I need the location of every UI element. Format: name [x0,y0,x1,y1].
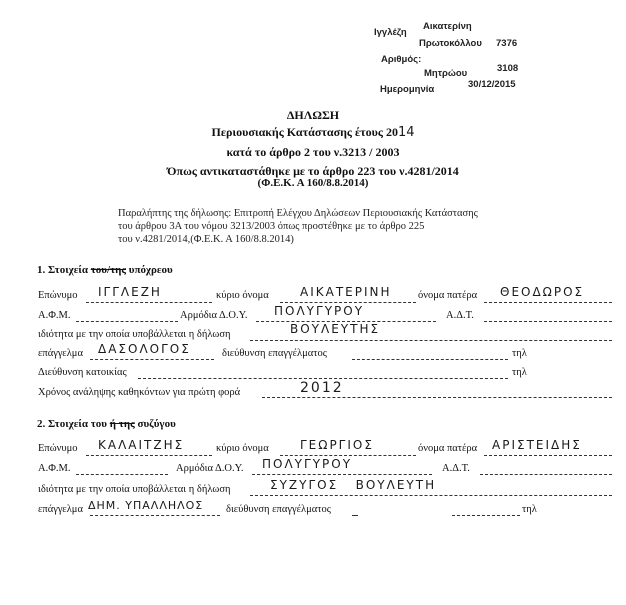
title-line-4: Όπως αντικαταστάθηκε με το άρθρο 223 του ν.4281/2014 [167,164,459,178]
title-year-handwritten: 14 [397,125,415,140]
s2-doy-label: Αρμόδια Δ.Ο.Υ. [176,463,244,474]
title-year-prefix: Περιουσιακής Κατάστασης έτους 20 [211,125,398,139]
section-1-heading-suffix: υπόχρεου [128,264,173,276]
s2-capacity-value[interactable]: ΣΥΖΥΓΟΣ ΒΟΥΛΕΥΤΗ [270,478,437,492]
recipient-line-1: Παραλήπτης της δήλωσης: Επιτροπή Ελέγχου Δηλώσεων Περιουσιακής Κατάστασης [118,208,478,219]
s1-adt-label: Α.Δ.Τ. [446,310,474,321]
number-label: Αριθμός: [381,54,422,65]
s2-surname-label: Επώνυμο [38,443,78,454]
s2-capacity-label: ιδιότητα με την οποία υποβάλλεται η δήλωση [38,484,231,495]
protocol-number: 7376 [496,38,518,49]
s1-father-label: όνομα πατέρα [418,290,478,301]
s2-doy-value[interactable]: ΠΟΛΥΓΥΡΟΥ [262,457,353,471]
section-2-heading-prefix: 2. Στοιχεία του [37,418,108,430]
clerk-label: Ιγγλέζη [374,27,407,38]
protocol-label: Πρωτοκόλλου [419,38,482,49]
s1-profession-label: επάγγελμα [38,348,83,359]
s1-doy-label: Αρμόδια Δ.Ο.Υ. [180,310,248,321]
recipient-line-3: του ν.4281/2014,(Φ.Ε.Κ. Α 160/8.8.2014) [118,234,294,245]
s1-firstname-label: κύριο όνομα [216,290,269,301]
section-1-heading [37,264,173,276]
registry-label: Μητρώου [424,68,468,79]
section-1-heading-struck: του/της [90,264,127,276]
title-line-5: (Φ.Ε.Κ. Α 160/8.8.2014) [257,177,369,189]
s1-profession-value[interactable]: ΔΑΣΟΛΟΓΟΣ [98,342,191,356]
date-value: 30/12/2015 [468,79,516,90]
s2-firstname-label: κύριο όνομα [216,443,269,454]
section-2-heading [37,418,176,430]
s2-profession-label: επάγγελμα [38,504,83,515]
registry-number: 3108 [497,63,519,74]
s1-father-value[interactable]: ΘΕΟΔΩΡΟΣ [500,285,585,299]
s1-firstname-value[interactable]: ΑΙΚΑΤΕΡΙΝΗ [300,285,392,299]
clerk-name: Αικατερίνη [423,21,472,32]
s2-afm-label: Α.Φ.Μ. [38,463,71,474]
section-2-heading-struck: ή της [109,418,135,430]
s2-profession-value[interactable]: ΔΗΜ. ΥΠΑΛΛΗΛΟΣ [88,499,204,512]
title-line-2 [0,125,626,140]
s1-phone2-label: τηλ [512,367,527,378]
s1-phone-label: τηλ [512,348,527,359]
s1-capacity-value[interactable]: ΒΟΥΛΕΥΤΗΣ [290,322,381,336]
date-label: Ημερομηνία [380,84,435,95]
s1-afm-label: Α.Φ.Μ. [38,310,71,321]
s2-father-label: όνομα πατέρα [418,443,478,454]
s2-surname-value[interactable]: ΚΑΛΑΙΤΖΗΣ [98,438,185,452]
title-line-3: κατά το άρθρο 2 του ν.3213 / 2003 [226,145,400,159]
s1-year-label: Χρόνος ανάληψης καθηκόντων για πρώτη φορά [38,387,241,398]
s2-phone-label: τηλ [522,504,537,515]
section-1-heading-prefix: 1. Στοιχεία [37,264,88,276]
s1-surname-label: Επώνυμο [38,290,78,301]
s1-home-address-label: Διεύθυνση κατοικίας [38,367,127,378]
s1-year-value[interactable]: 2012 [300,380,344,396]
recipient-line-2: του άρθρου 3Α του νόμου 3213/2003 όπως προστέθηκε με το άρθρο 225 [118,221,425,232]
s1-capacity-label: ιδιότητα με την οποία υποβάλλεται η δήλωση [38,329,231,340]
s1-doy-value[interactable]: ΠΟΛΥΓΥΡΟΥ [274,304,365,318]
s2-father-value[interactable]: ΑΡΙΣΤΕΙΔΗΣ [492,438,582,452]
document-title: ΔΗΛΩΣΗ [286,108,340,122]
s1-surname-value[interactable]: ΙΓΓΛΕΖΗ [98,285,162,299]
s2-adt-label: Α.Δ.Τ. [442,463,470,474]
s2-firstname-value[interactable]: ΓΕΩΡΓΙΟΣ [300,438,374,452]
s1-work-address-label: διεύθυνση επαγγέλματος [222,348,327,359]
s2-work-address-label: διεύθυνση επαγγέλματος [226,504,331,515]
section-2-heading-suffix: συζύγου [137,418,176,430]
